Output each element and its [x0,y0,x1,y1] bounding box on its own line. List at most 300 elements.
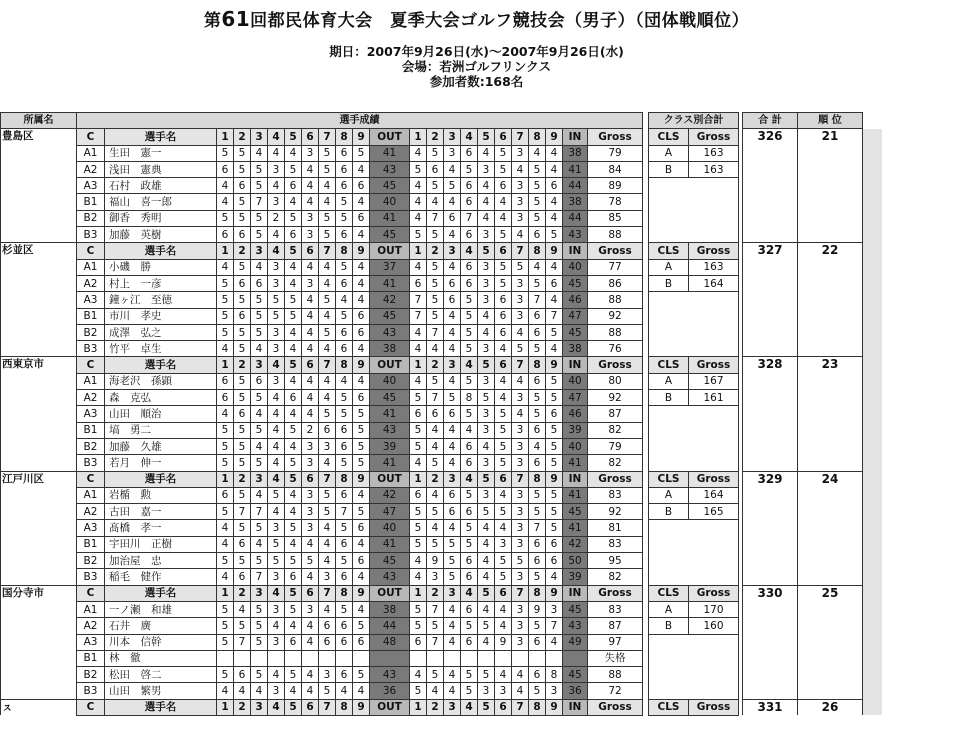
spacer [863,699,882,715]
spacer [649,308,739,324]
hole-score: 4 [353,536,370,552]
hole-score: 5 [529,390,546,406]
hole-header: 1 [410,585,427,601]
hole-score [319,650,336,666]
hole-score: 4 [217,536,234,552]
hole-score: 3 [478,373,495,389]
gross-score: 84 [588,161,643,177]
class-label: B [649,618,689,634]
cls-gross-header: Gross [689,585,739,601]
hole-header: 5 [478,585,495,601]
spacer [739,422,743,438]
hole-score: 4 [410,210,427,226]
hole-score: 5 [495,145,512,161]
class-label: A [649,487,689,503]
hole-score: 3 [268,194,285,210]
hole-score: 3 [268,259,285,275]
hole-score: 4 [268,390,285,406]
hole-score: 6 [410,406,427,422]
hole-score: 5 [461,520,478,536]
hole-score: 6 [285,178,302,194]
hole-score: 3 [512,145,529,161]
hole-score: 5 [285,553,302,569]
player-class: B3 [77,341,105,357]
hole-score: 4 [353,569,370,585]
hole-score: 6 [319,618,336,634]
hole-score: 5 [410,422,427,438]
hole-score: 5 [444,390,461,406]
hole-header: 2 [427,471,444,487]
spacer [863,129,882,243]
hole-score: 6 [495,292,512,308]
hole-score: 5 [353,438,370,454]
event-meta [0,44,953,89]
hole-score: 4 [444,161,461,177]
hole-score: 5 [336,406,353,422]
hole-score [495,650,512,666]
hole-score: 5 [302,553,319,569]
hole-header: 5 [285,243,302,259]
hole-score: 4 [512,324,529,340]
hole-score: 6 [336,227,353,243]
hole-header: 8 [336,585,353,601]
team-total: 327 [743,243,798,357]
title-rest: 回都民体育大会 夏季大会ゴルフ競技会（男子）（団体戦順位） [250,11,750,31]
spacer [739,341,743,357]
hole-score: 4 [353,292,370,308]
out-score: 39 [370,438,410,454]
hole-score: 5 [495,504,512,520]
hole-score: 5 [529,341,546,357]
hole-score: 3 [302,487,319,503]
hole-score: 4 [444,634,461,650]
class-gross: 164 [689,275,739,291]
hole-score: 6 [427,406,444,422]
hole-header: 6 [302,699,319,715]
hole-header: 9 [546,129,563,145]
hole-score: 4 [251,259,268,275]
hole-score: 5 [427,275,444,291]
hole-score: 3 [268,275,285,291]
spacer [739,373,743,389]
hole-header: 6 [302,357,319,373]
hole-score: 5 [217,308,234,324]
hole-score: 3 [478,275,495,291]
hole-header: 4 [461,129,478,145]
in-score: 45 [563,667,588,683]
hole-score: 6 [529,373,546,389]
hole-score: 7 [546,308,563,324]
hole-score: 7 [251,194,268,210]
hole-header: 2 [427,357,444,373]
hole-score: 4 [478,536,495,552]
hole-score: 6 [285,634,302,650]
hole-score: 5 [285,455,302,471]
out-score: 41 [370,406,410,422]
hole-score: 5 [529,618,546,634]
player-name: 加藤 久雄 [105,438,217,454]
hole-score: 5 [529,504,546,520]
hole-score: 5 [268,292,285,308]
player-name: 市川 孝史 [105,308,217,324]
hole-score: 5 [478,667,495,683]
hole-score: 4 [410,178,427,194]
hole-score: 5 [461,487,478,503]
spacer [649,210,739,226]
total-header: 合 計 [743,113,798,129]
hole-score: 4 [495,373,512,389]
hole-header: 1 [217,471,234,487]
hole-header: 7 [512,243,529,259]
hole-score: 8 [546,667,563,683]
hole-score: 4 [546,259,563,275]
hole-score: 4 [495,667,512,683]
hole-score: 3 [478,227,495,243]
cls-header: CLS [649,243,689,259]
gross-header: Gross [588,699,643,715]
hole-score: 4 [302,618,319,634]
player-class: A3 [77,406,105,422]
hole-score: 6 [353,308,370,324]
hole-score: 6 [217,227,234,243]
hole-score: 4 [478,634,495,650]
hole-score: 9 [427,553,444,569]
hole-score: 6 [353,520,370,536]
hole-score: 4 [353,601,370,617]
hole-header: 4 [461,243,478,259]
hole-score: 3 [268,601,285,617]
hole-score: 6 [234,178,251,194]
player-class: A2 [77,275,105,291]
gross-score: 77 [588,259,643,275]
player-name: 髙橋 孝一 [105,520,217,536]
hole-score: 4 [444,259,461,275]
hole-score: 5 [427,227,444,243]
hole-header: 6 [495,471,512,487]
hole-score: 5 [234,324,251,340]
hole-score: 5 [495,227,512,243]
hole-header: 3 [444,357,461,373]
class-gross: 163 [689,145,739,161]
player-class: A1 [77,373,105,389]
hole-score: 4 [336,373,353,389]
hole-score: 4 [444,324,461,340]
hole-header: 5 [285,129,302,145]
class-label: B [649,504,689,520]
hole-score: 4 [427,422,444,438]
hole-score: 4 [319,194,336,210]
class-total-header: クラス別合計 [649,113,739,129]
hole-score: 4 [234,601,251,617]
hole-score: 3 [302,601,319,617]
hole-header: 8 [529,471,546,487]
out-score: 45 [370,178,410,194]
hole-score: 5 [495,406,512,422]
out-score: 44 [370,618,410,634]
hole-score: 5 [234,292,251,308]
hole-score: 4 [302,390,319,406]
player-name: 一ノ瀬 和雄 [105,601,217,617]
hole-score: 3 [268,569,285,585]
hole-score: 4 [546,292,563,308]
hole-score: 6 [461,259,478,275]
hole-score: 4 [353,373,370,389]
hole-score: 6 [319,634,336,650]
hole-header: 2 [427,699,444,715]
hole-score: 5 [410,438,427,454]
player-name: 生田 憲一 [105,145,217,161]
hole-header: 5 [285,699,302,715]
hole-score: 4 [478,210,495,226]
hole-header: 8 [529,129,546,145]
spacer [863,585,882,699]
hole-score: 4 [410,667,427,683]
hole-score: 5 [546,422,563,438]
hole-score: 4 [217,520,234,536]
in-header: IN [563,699,588,715]
hole-score: 7 [546,618,563,634]
hole-score: 4 [268,504,285,520]
class-col-header: C [77,471,105,487]
hole-score: 5 [319,406,336,422]
hole-score: 7 [234,634,251,650]
hole-score: 4 [319,455,336,471]
hole-header: 2 [234,471,251,487]
hole-score: 5 [234,438,251,454]
hole-score: 3 [512,455,529,471]
hole-header: 8 [529,243,546,259]
spacer [649,536,739,552]
player-name: 村上 一彦 [105,275,217,291]
in-score: 45 [563,275,588,291]
hole-score: 3 [478,341,495,357]
hole-score: 4 [444,618,461,634]
hole-score: 5 [234,520,251,536]
hole-header: 3 [251,585,268,601]
hole-header: 9 [353,357,370,373]
hole-score: 6 [444,275,461,291]
in-score: 38 [563,194,588,210]
team-area-name: 西東京市 [1,357,77,471]
player-name: 成澤 弘之 [105,324,217,340]
hole-score: 4 [444,667,461,683]
gross-score: 87 [588,406,643,422]
hole-header: 8 [529,357,546,373]
hole-score: 5 [495,569,512,585]
hole-header: 3 [444,699,461,715]
player-class: B3 [77,227,105,243]
hole-score: 4 [546,210,563,226]
hole-header: 8 [336,243,353,259]
gross-header: Gross [588,471,643,487]
gross-score: 92 [588,504,643,520]
gross-score: 83 [588,487,643,503]
player-col-header: 選手名 [105,585,217,601]
hole-header: 4 [268,471,285,487]
hole-score: 5 [251,634,268,650]
hole-score: 5 [353,455,370,471]
spacer [739,455,743,471]
hole-score: 5 [251,390,268,406]
hole-score: 5 [461,341,478,357]
hole-score: 5 [217,667,234,683]
hole-score: 4 [302,373,319,389]
hole-score: 7 [251,569,268,585]
player-class: A1 [77,259,105,275]
hole-score: 5 [217,455,234,471]
hole-score: 4 [444,308,461,324]
out-header: OUT [370,471,410,487]
player-name: 林 徹 [105,650,217,666]
hole-header: 5 [478,129,495,145]
hole-score: 3 [319,667,336,683]
spacer [649,438,739,454]
player-class: B1 [77,536,105,552]
player-class: A1 [77,487,105,503]
hole-score: 3 [478,161,495,177]
hole-score: 5 [410,520,427,536]
hole-score: 4 [319,178,336,194]
spacer [863,357,882,471]
hole-score: 5 [427,259,444,275]
player-class: A3 [77,520,105,536]
player-name: 岩楯 勲 [105,487,217,503]
player-class: B2 [77,210,105,226]
hole-score: 6 [217,161,234,177]
hole-score: 5 [461,373,478,389]
hole-score: 5 [251,422,268,438]
player-name: 加藤 英樹 [105,227,217,243]
hole-score: 6 [353,178,370,194]
hole-score: 6 [529,536,546,552]
hole-score: 5 [529,487,546,503]
hole-score: 4 [478,324,495,340]
hole-score: 5 [461,667,478,683]
out-score: 38 [370,601,410,617]
gross-score: 92 [588,308,643,324]
hole-score: 3 [427,569,444,585]
team-results-table [0,112,882,716]
hole-score: 4 [353,194,370,210]
hole-score: 4 [319,308,336,324]
hole-score: 5 [353,618,370,634]
spacer [739,259,743,275]
hole-header: 6 [495,357,512,373]
hole-score: 5 [546,504,563,520]
spacer [739,390,743,406]
hole-score [410,650,427,666]
hole-score: 4 [302,667,319,683]
player-class: A2 [77,504,105,520]
hole-score: 5 [427,455,444,471]
hole-score: 4 [285,618,302,634]
hole-score: 3 [512,487,529,503]
hole-score: 6 [461,601,478,617]
hole-header: 5 [478,243,495,259]
hole-score: 3 [512,422,529,438]
hole-score: 4 [410,259,427,275]
class-col-header: C [77,357,105,373]
hole-header: 1 [217,243,234,259]
player-name: 石井 廣 [105,618,217,634]
hole-score: 4 [302,308,319,324]
spacer [739,406,743,422]
cls-header: CLS [649,699,689,715]
hole-score: 4 [495,487,512,503]
hole-score: 4 [444,422,461,438]
hole-header: 9 [546,357,563,373]
hole-score: 4 [285,536,302,552]
hole-score: 4 [268,667,285,683]
in-score: 40 [563,438,588,454]
hole-score: 3 [302,227,319,243]
hole-score: 4 [268,406,285,422]
hole-score: 5 [217,422,234,438]
hole-header: 9 [353,243,370,259]
gross-score: 97 [588,634,643,650]
hole-header: 7 [319,357,336,373]
hole-score: 4 [319,553,336,569]
in-score: 44 [563,178,588,194]
hole-score: 5 [478,390,495,406]
class-col-header: C [77,129,105,145]
title-prefix: 第 [203,11,222,31]
hole-header: 1 [410,699,427,715]
hole-score: 4 [353,683,370,699]
hole-header: 2 [427,585,444,601]
hole-score: 4 [410,194,427,210]
hole-score: 3 [512,194,529,210]
hole-score: 2 [302,422,319,438]
spacer [739,520,743,536]
class-label: A [649,259,689,275]
class-gross: 161 [689,390,739,406]
hole-score: 3 [478,292,495,308]
hole-score: 4 [285,373,302,389]
hole-score: 5 [336,601,353,617]
player-name: 福山 喜一郎 [105,194,217,210]
gross-score: 79 [588,438,643,454]
hole-score: 6 [461,634,478,650]
out-score: 43 [370,569,410,585]
hole-score: 7 [461,210,478,226]
hole-score: 4 [427,487,444,503]
hole-score: 6 [461,178,478,194]
hole-header: 6 [495,585,512,601]
hole-score: 4 [353,161,370,177]
team-total: 331 [743,699,798,715]
hole-score: 3 [478,455,495,471]
spacer [739,536,743,552]
hole-header: 6 [302,585,319,601]
hole-score: 2 [268,210,285,226]
hole-header: 4 [461,699,478,715]
hole-header: 8 [336,471,353,487]
hole-score: 5 [410,618,427,634]
in-score: 45 [563,601,588,617]
spacer [649,422,739,438]
team-total: 330 [743,585,798,699]
hole-header: 7 [512,129,529,145]
hole-score: 4 [427,341,444,357]
spacer [739,553,743,569]
out-score: 48 [370,634,410,650]
hole-score: 4 [512,373,529,389]
hole-score: 5 [353,504,370,520]
in-score: 41 [563,455,588,471]
out-header: OUT [370,129,410,145]
hole-score: 5 [353,667,370,683]
